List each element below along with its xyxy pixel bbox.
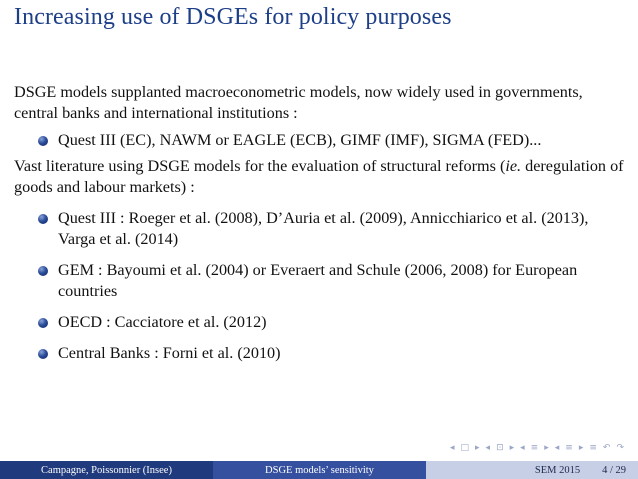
nav-document-icon[interactable]: ≡ <box>565 443 573 453</box>
list-item <box>14 208 626 250</box>
nav-prev-frame-icon[interactable]: ◂ <box>449 443 455 453</box>
nav-next-subsection-icon[interactable]: ▸ <box>509 443 515 453</box>
nav-next-section-icon[interactable]: ▸ <box>544 443 549 453</box>
list-item-text: OECD : Cacciatore et al. (2012) <box>58 313 267 331</box>
beamer-navigation-bar <box>450 443 624 453</box>
bullet-ball-icon <box>38 266 48 276</box>
list-item-text: GEM : Bayoumi et al. (2004) or Everaert and Schule (2006, 2008) for European countries <box>58 261 578 300</box>
nav-section-icon[interactable]: ≡ <box>530 443 539 453</box>
footer-authors: Campagne, Poissonnier (Insee) <box>0 461 213 479</box>
paragraph-dsge-adoption: DSGE models supplanted macroeconometric models, now widely used in governments, central banks and international institutions : <box>14 83 583 122</box>
bullet-list-institutions <box>14 130 626 151</box>
bullet-ball-icon <box>38 214 48 224</box>
nav-subsection-icon[interactable]: ⊡ <box>496 443 504 453</box>
list-item <box>14 312 626 333</box>
paragraph-structural-reforms <box>14 156 626 198</box>
paragraph-text-ie: ie. <box>505 157 522 175</box>
slide-content <box>14 82 626 374</box>
list-item <box>14 130 626 151</box>
list-item-text: Central Banks : Forni et al. (2010) <box>58 344 281 362</box>
footer-page-number: 4 / 29 <box>602 464 626 476</box>
list-item <box>14 343 626 364</box>
slide-title: Increasing use of DSGEs for policy purposes <box>14 4 452 30</box>
list-item-text: Quest III : Roeger et al. (2008), D’Auria et al. (2009), Annicchiarico et al. (2013), Varga et al. (2014) <box>58 209 589 248</box>
nav-prev-document-icon[interactable]: ◂ <box>554 443 560 453</box>
footer-short-title: DSGE models’ sensitivity <box>213 461 426 479</box>
bullet-ball-icon <box>38 136 48 146</box>
nav-forward-icon[interactable]: ↷ <box>616 443 624 453</box>
paragraph-text-rest: deregulation of goods and labour markets) : <box>14 157 624 196</box>
list-item-text: Quest III (EC), NAWM or EAGLE (ECB), GIMF (IMF), SIGMA (FED)... <box>58 131 542 149</box>
bullet-ball-icon <box>38 318 48 328</box>
nav-next-frame-icon[interactable]: ▸ <box>475 443 480 453</box>
footer-event: SEM 2015 <box>534 464 581 476</box>
bullet-ball-icon <box>38 349 48 359</box>
nav-prev-subsection-icon[interactable]: ◂ <box>485 443 491 453</box>
nav-prev-section-icon[interactable]: ◂ <box>520 443 525 453</box>
bullet-list-literature <box>14 208 626 364</box>
slide-footer <box>0 461 638 479</box>
nav-align-icon[interactable]: ≡ <box>589 443 597 453</box>
footer-event-page <box>426 461 638 479</box>
nav-back-icon[interactable]: ↶ <box>602 443 611 453</box>
list-item <box>14 260 626 302</box>
paragraph-text-intro: Vast literature using DSGE models for the evaluation of structural reforms ( <box>14 157 506 175</box>
nav-next-document-icon[interactable]: ▸ <box>578 443 584 453</box>
nav-frame-icon[interactable]: □ <box>460 443 469 453</box>
